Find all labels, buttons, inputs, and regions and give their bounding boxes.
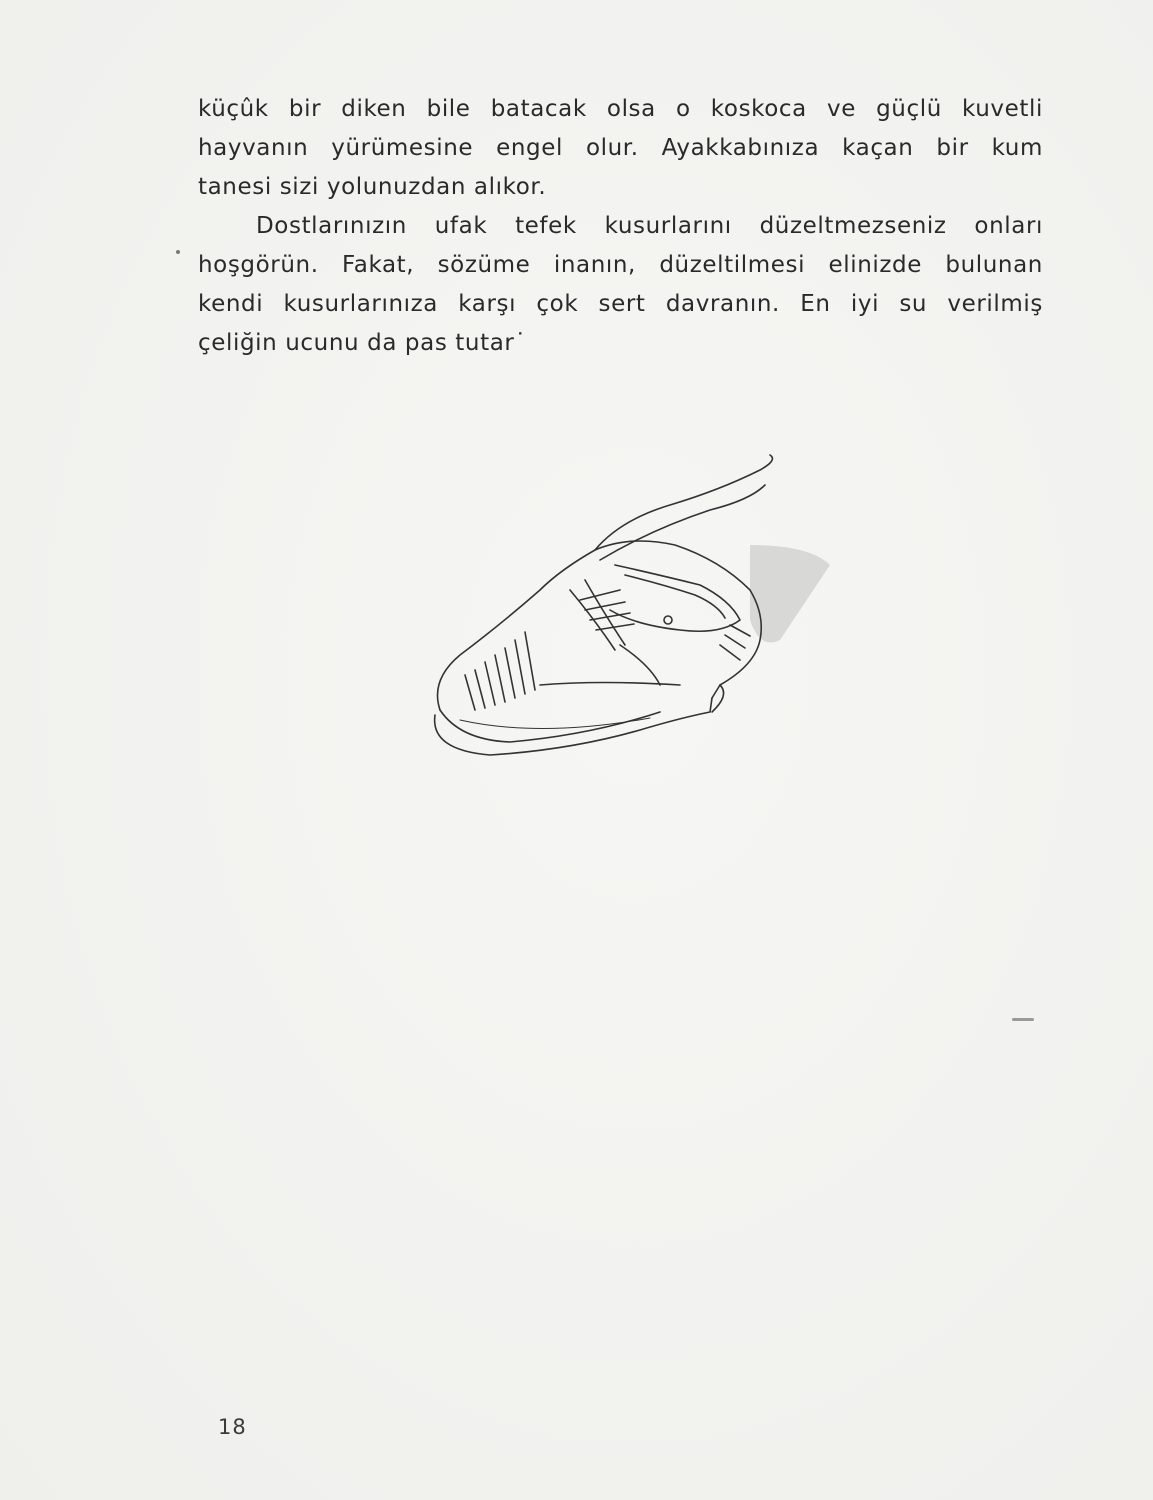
text-line: tanesi sizi yolunuzdan alıkor. — [198, 174, 547, 200]
text-line: Dostlarınızın ufak tefek kusurlarını düzeltmezseniz onları — [256, 213, 1043, 239]
text-line: kendi kusurlarınıza karşı çok sert davranın. En iyi su verilmiş — [198, 291, 1043, 317]
shoe-icon — [420, 450, 860, 770]
text-line: çeliğin ucunu da pas tutar˙ — [198, 330, 527, 356]
text-line: hayvanın yürümesine engel olur. Ayakkabınıza kaçan bir kum — [198, 135, 1043, 161]
text-line: hoşgörün. Fakat, sözüme inanın, düzeltilmesi elinizde bulunan — [198, 252, 1043, 278]
body-text — [198, 90, 1043, 363]
page-number: 18 — [218, 1415, 247, 1439]
text-line: küçûk bir diken bile batacak olsa o koskoca ve güçlü kuvetli — [198, 96, 1043, 122]
ink-speck — [176, 250, 180, 254]
ink-speck — [1012, 1018, 1034, 1021]
